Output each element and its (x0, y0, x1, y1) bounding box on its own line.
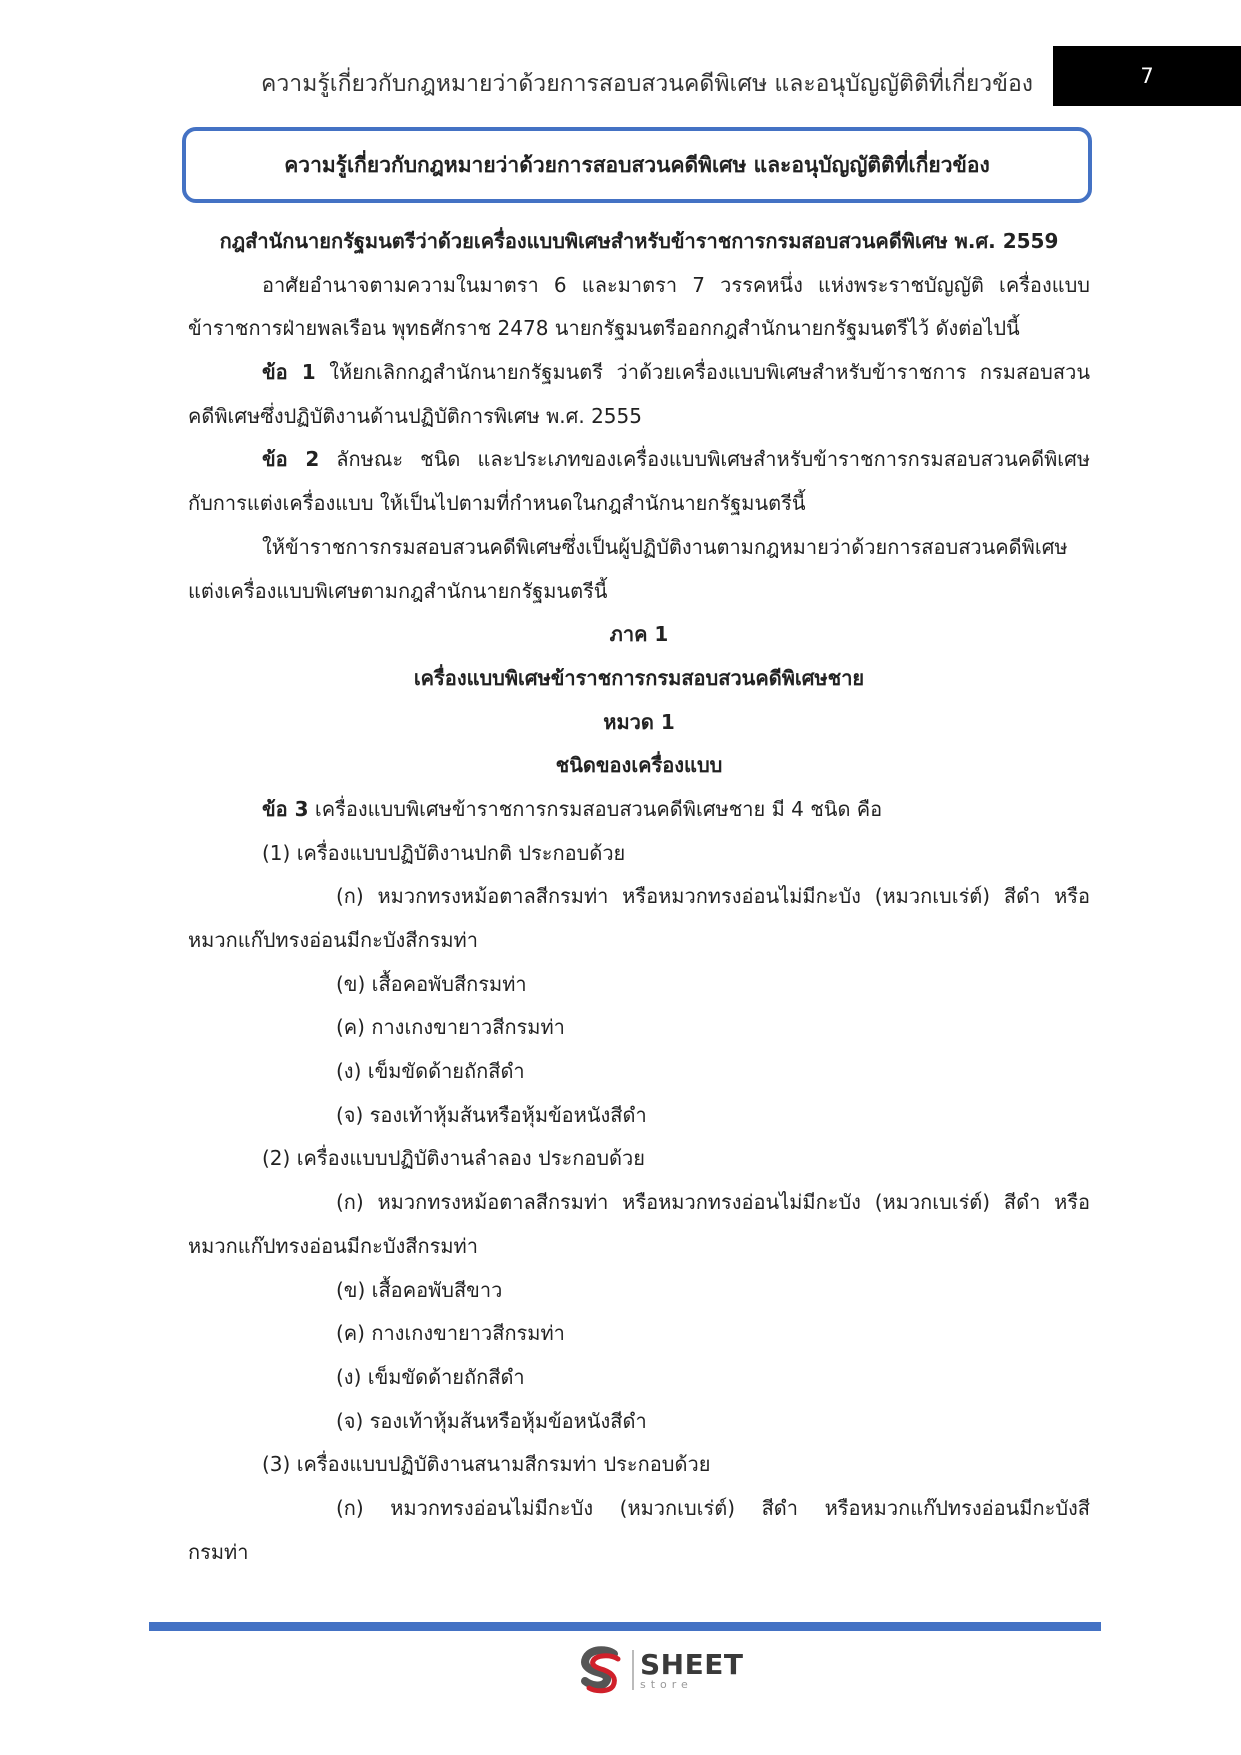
clause-label: ข้อ 3 (262, 796, 309, 821)
clause-label: ข้อ 1 (262, 360, 316, 385)
section-title: ความรู้เกี่ยวกับกฎหมายว่าด้วยการสอบสวนคดีพิเศษ และอนุบัญญัติติที่เกี่ยวข้อง (284, 152, 990, 177)
sub-list-item: (ข) เสื้อคอพับสีกรมท่า (336, 971, 527, 996)
clause-line (188, 438, 1090, 482)
footer-divider (149, 1622, 1101, 1631)
paragraph-line: คดีพิเศษซึ่งปฏิบัติงานด้านปฏิบัติการพิเศษ พ.ศ. 2555 (188, 403, 642, 428)
logo-sub-text: store (640, 1677, 693, 1691)
paragraph-line: แต่งเครื่องแบบพิเศษตามกฎสำนักนายกรัฐมนตรีนี้ (188, 578, 608, 603)
clause-text: ให้ยกเลิกกฎสำนักนายกรัฐมนตรี ว่าด้วยเครื่องแบบพิเศษสำหรับข้าราชการ กรมสอบสวน (329, 360, 1090, 385)
sub-list-item: (จ) รองเท้าหุ้มส้นหรือหุ้มข้อหนังสีดำ (336, 1102, 647, 1127)
logo-separator (632, 1650, 634, 1690)
paragraph-line: กับการแต่งเครื่องแบบ ให้เป็นไปตามที่กำหนดในกฎสำนักนายกรัฐมนตรีนี้ (188, 491, 806, 516)
running-header-title: ความรู้เกี่ยวกับกฎหมายว่าด้วยการสอบสวนคดีพิเศษ และอนุบัญญัติติที่เกี่ยวข้อง (261, 71, 1033, 97)
clause-line (188, 788, 1090, 832)
clause-text: เครื่องแบบพิเศษข้าราชการกรมสอบสวนคดีพิเศษชาย มี 4 ชนิด คือ (314, 796, 883, 821)
sub-list-item-continued: หมวกแก๊ปทรงอ่อนมีกะบังสีกรมท่า (188, 1233, 478, 1258)
paragraph-line: ให้ข้าราชการกรมสอบสวนคดีพิเศษซึ่งเป็นผู้ปฏิบัติงานตามกฎหมายว่าด้วยการสอบสวนคดีพิเศษ (262, 534, 1068, 559)
sub-list-item-continued: หมวกแก๊ปทรงอ่อนมีกะบังสีกรมท่า (188, 928, 478, 952)
sub-list-item: (ค) กางเกงขายาวสีกรมท่า (336, 1321, 565, 1346)
paragraph-line: ข้าราชการฝ่ายพลเรือน พุทธศักราช 2478 นายกรัฐมนตรีออกกฎสำนักนายกรัฐมนตรีไว้ ดังต่อไปนี้ (188, 316, 1020, 341)
sub-list-item: (ค) กางเกงขายาวสีกรมท่า (336, 1015, 565, 1040)
sub-list-item: (จ) รองเท้าหุ้มส้นหรือหุ้มข้อหนังสีดำ (336, 1408, 647, 1433)
sheet-store-s-icon (576, 1646, 626, 1694)
clause-line (188, 351, 1090, 395)
logo-main-text: SHEET (640, 1647, 744, 1681)
sub-list-item: (ก) หมวกทรงหม้อตาลสีกรมท่า หรือหมวกทรงอ่อนไม่มีกะบัง (หมวกเบเร่ต์) สีดำ หรือ (336, 1190, 1090, 1215)
sub-list-item: (ง) เข็มขัดด้ายถักสีดำ (336, 1059, 525, 1084)
sub-list-item: (ง) เข็มขัดด้ายถักสีดำ (336, 1364, 525, 1389)
section-title-box (182, 127, 1092, 203)
sub-list-item-continued: กรมท่า (188, 1539, 249, 1564)
document-body (188, 220, 1090, 1574)
regulation-title: กฎสำนักนายกรัฐมนตรีว่าด้วยเครื่องแบบพิเศษสำหรับข้าราชการกรมสอบสวนคดีพิเศษ พ.ศ. 2559 (219, 229, 1059, 253)
part-title: เครื่องแบบพิเศษข้าราชการกรมสอบสวนคดีพิเศษชาย (413, 665, 865, 690)
part-heading: ภาค 1 (609, 622, 669, 647)
sheet-store-logo (576, 1646, 743, 1694)
sub-list-item: (ก) หมวกทรงอ่อนไม่มีกะบัง (หมวกเบเร่ต์) สีดำ หรือหมวกแก๊ปทรงอ่อนมีกะบังสี (336, 1495, 1090, 1520)
clause-label: ข้อ 2 (262, 447, 320, 472)
list-item: (3) เครื่องแบบปฏิบัติงานสนามสีกรมท่า ประกอบด้วย (262, 1452, 711, 1477)
page-number-box (1053, 46, 1241, 106)
sub-list-item: (ข) เสื้อคอพับสีขาว (336, 1277, 503, 1302)
chapter-heading: หมวด 1 (603, 709, 675, 734)
chapter-title: ชนิดของเครื่องแบบ (555, 753, 723, 778)
clause-text: ลักษณะ ชนิด และประเภทของเครื่องแบบพิเศษสำหรับข้าราชการกรมสอบสวนคดีพิเศษ (336, 447, 1091, 472)
logo-text (640, 1647, 744, 1691)
list-item: (2) เครื่องแบบปฏิบัติงานลำลอง ประกอบด้วย (262, 1146, 645, 1171)
paragraph-line: อาศัยอำนาจตามความในมาตรา 6 และมาตรา 7 วรรคหนึ่ง แห่งพระราชบัญญัติ เครื่องแบบ (262, 272, 1090, 297)
list-item: (1) เครื่องแบบปฏิบัติงานปกติ ประกอบด้วย (262, 840, 626, 865)
page-number: 7 (1140, 64, 1154, 88)
sub-list-item: (ก) หมวกทรงหม้อตาลสีกรมท่า หรือหมวกทรงอ่อนไม่มีกะบัง (หมวกเบเร่ต์) สีดำ หรือ (336, 884, 1090, 909)
